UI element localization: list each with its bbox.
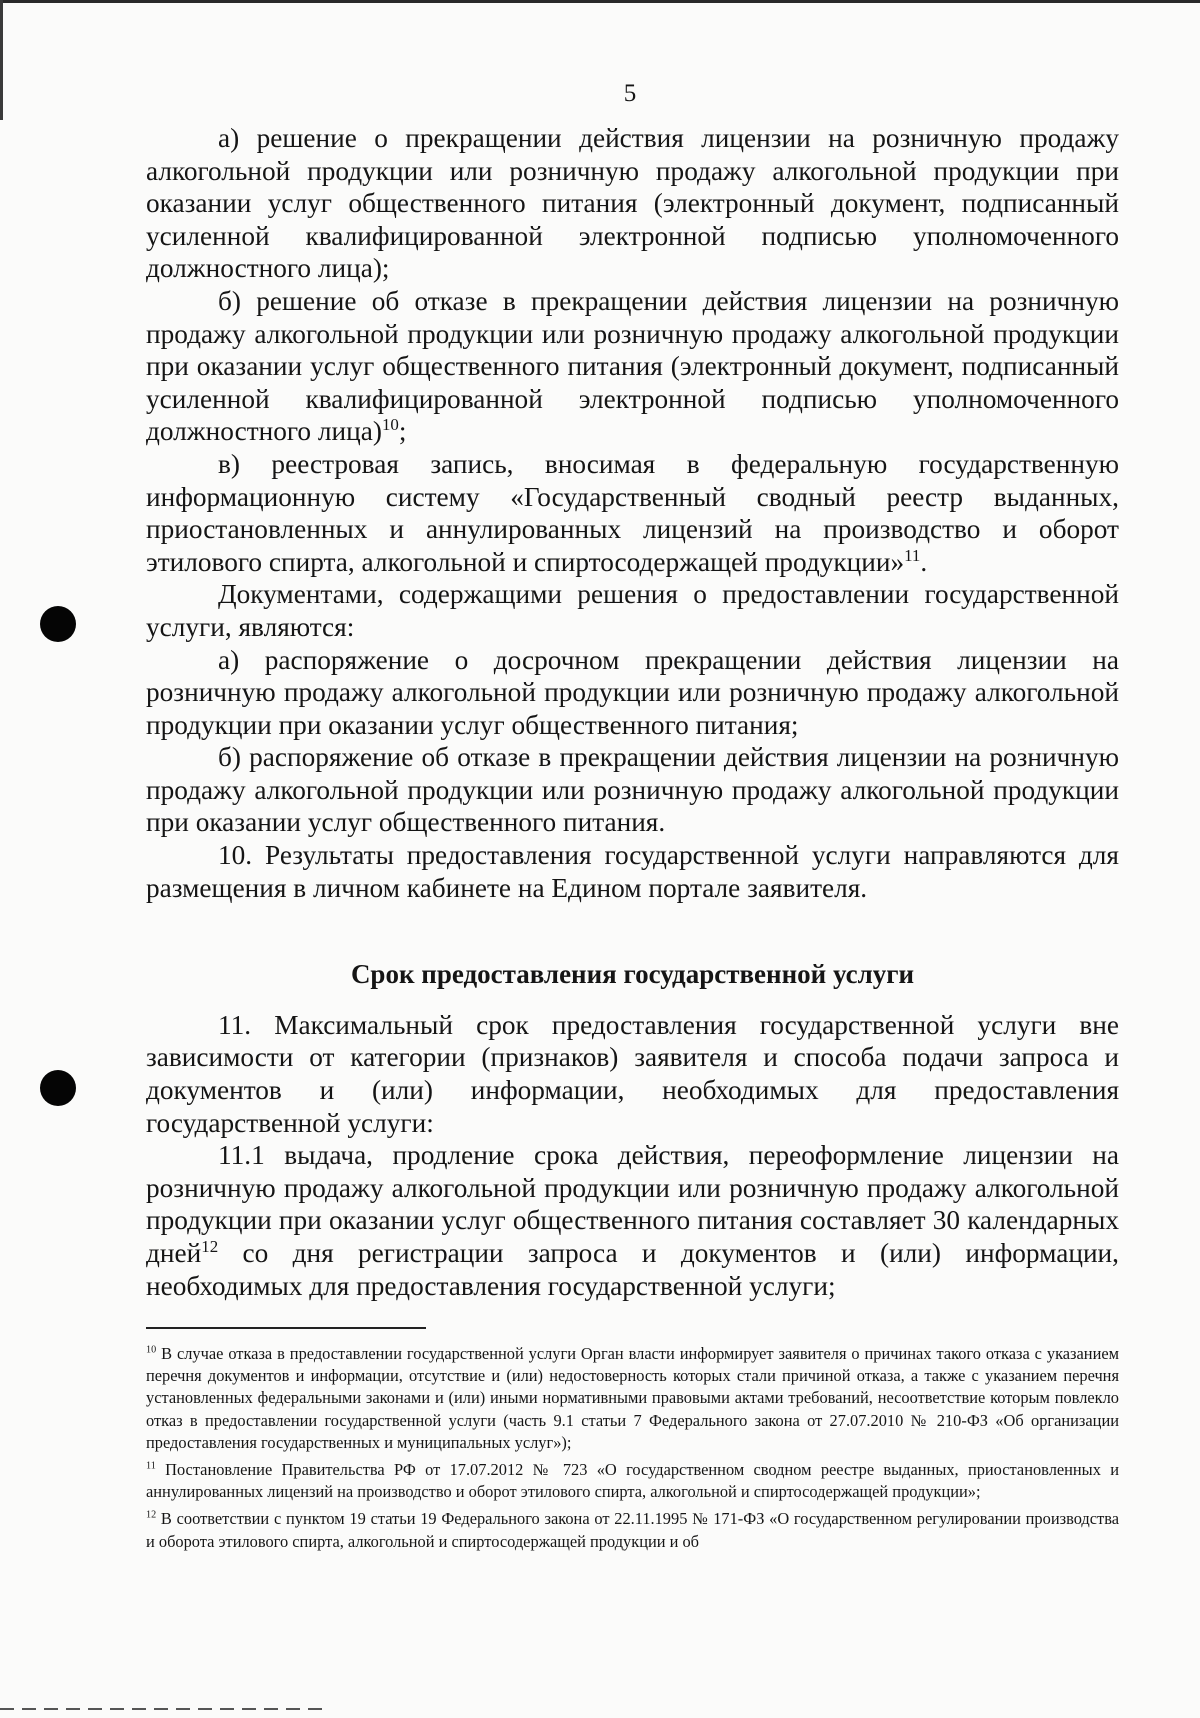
page-number: 5 [623,80,637,107]
paragraph-item-11: 11. Максимальный срок предоставления государственной услуги вне зависимости от категории (признаков) заявителя и способа подачи запроса и документов и (или) информации, необходимых для предоставления государственной услуги: [146,1009,1119,1138]
footnote-ref[interactable]: 11 [904,545,921,565]
document-body [146,122,1119,1302]
paragraph-item-11-1: 11.1 выдача, продление срока действия, переоформление лицензии на розничную продажу алкогольной продукции или розничную продажу алкогольной продукции при оказании услуг общественного питания составляет 30 календарных дней$^{12}$ со дня регистрации запроса и документов и (или) информации, необходимых для предоставления государственной услуги; [146,1140,1119,1301]
footnote-ref[interactable]: 10 [381,415,399,435]
footnote-11: $^{11}$ Постановление Правительства РФ от 17.07.2012 № 723 «О государственном сводном реестре выданных, приостановленных и аннулированных лицензий на производство и оборот этилового спирта, алкогольной и спиртосодержащей продукции»; [146,1460,1119,1502]
paragraph-registry-entry: в) реестровая запись, вносимая в федеральную государственную информационную систему «Государственный сводный реестр выданных, приостановленных и аннулированных лицензий на производство и оборот этилового спирта, алкогольной и спиртосодержащей продукции»$^{11}$. [146,448,1119,577]
hole-punch-mark [40,1070,76,1106]
section-heading: Срок предоставления государственной услуги [350,959,915,990]
paragraph-decision-termination: а) решение о прекращении действия лицензии на розничную продажу алкогольной продукции или розничную продажу алкогольной продукции при оказании услуг общественного питания (электронный документ, подписанный усиленной квалифицированной электронной подписью уполномоченного должностного лица); [146,123,1119,284]
footnote-12: $^{12}$ В соответствии с пунктом 19 статьи 19 Федерального закона от 22.11.1995 № 171-ФЗ «О государственном регулировании производства и оборота этилового спирта, алкогольной и спиртосодержащей продукции и об [146,1509,1119,1551]
footnotes [146,1343,1119,1553]
footnote-separator [146,1327,426,1329]
paragraph-order-early-termination: а) распоряжение о досрочном прекращении действия лицензии на розничную продажу алкогольной продукции или розничную продажу алкогольной продукции при оказании услуг общественного питания; [146,644,1119,740]
scan-bottom-edge [0,1708,330,1710]
scan-top-border [0,0,1200,3]
paragraph-item-10: 10. Результаты предоставления государственной услуги направляются для размещения в личном кабинете на Едином портале заявителя. [146,840,1119,903]
footnote-ref[interactable]: 12 [201,1236,219,1256]
paragraph-order-refusal: б) распоряжение об отказе в прекращении действия лицензии на розничную продажу алкогольной продукции или розничную продажу алкогольной продукции при оказании услуг общественного питания. [146,742,1119,838]
footnote-10: $^{10}$ В случае отказа в предоставлении государственной услуги Орган власти информирует заявителя о причинах такого отказа с указанием перечня документов и информации, отсутствие и (или) недостоверность которых стали причиной отказа, а также с указанием перечня установленных федеральными законами и (или) иными нормативными правовыми актами требований, несоответствие которым повлекло отказ в предоставлении государственной услуги (часть 9.1 статьи 7 Федерального закона от 27.07.2010 № 210-ФЗ «Об организации предоставления государственных и муниципальных услуг»); [146,1344,1119,1452]
paragraph-documents-intro: Документами, содержащими решения о предоставлении государственной услуги, являются: [146,579,1119,642]
hole-punch-mark [40,606,76,642]
paragraph-decision-refusal: б) решение об отказе в прекращении действия лицензии на розничную продажу алкогольной продукции или розничную продажу алкогольной продукции при оказании услуг общественного питания (электронный документ, подписанный усиленной квалифицированной электронной подписью уполномоченного должностного лица)$^{10}$; [146,285,1119,447]
